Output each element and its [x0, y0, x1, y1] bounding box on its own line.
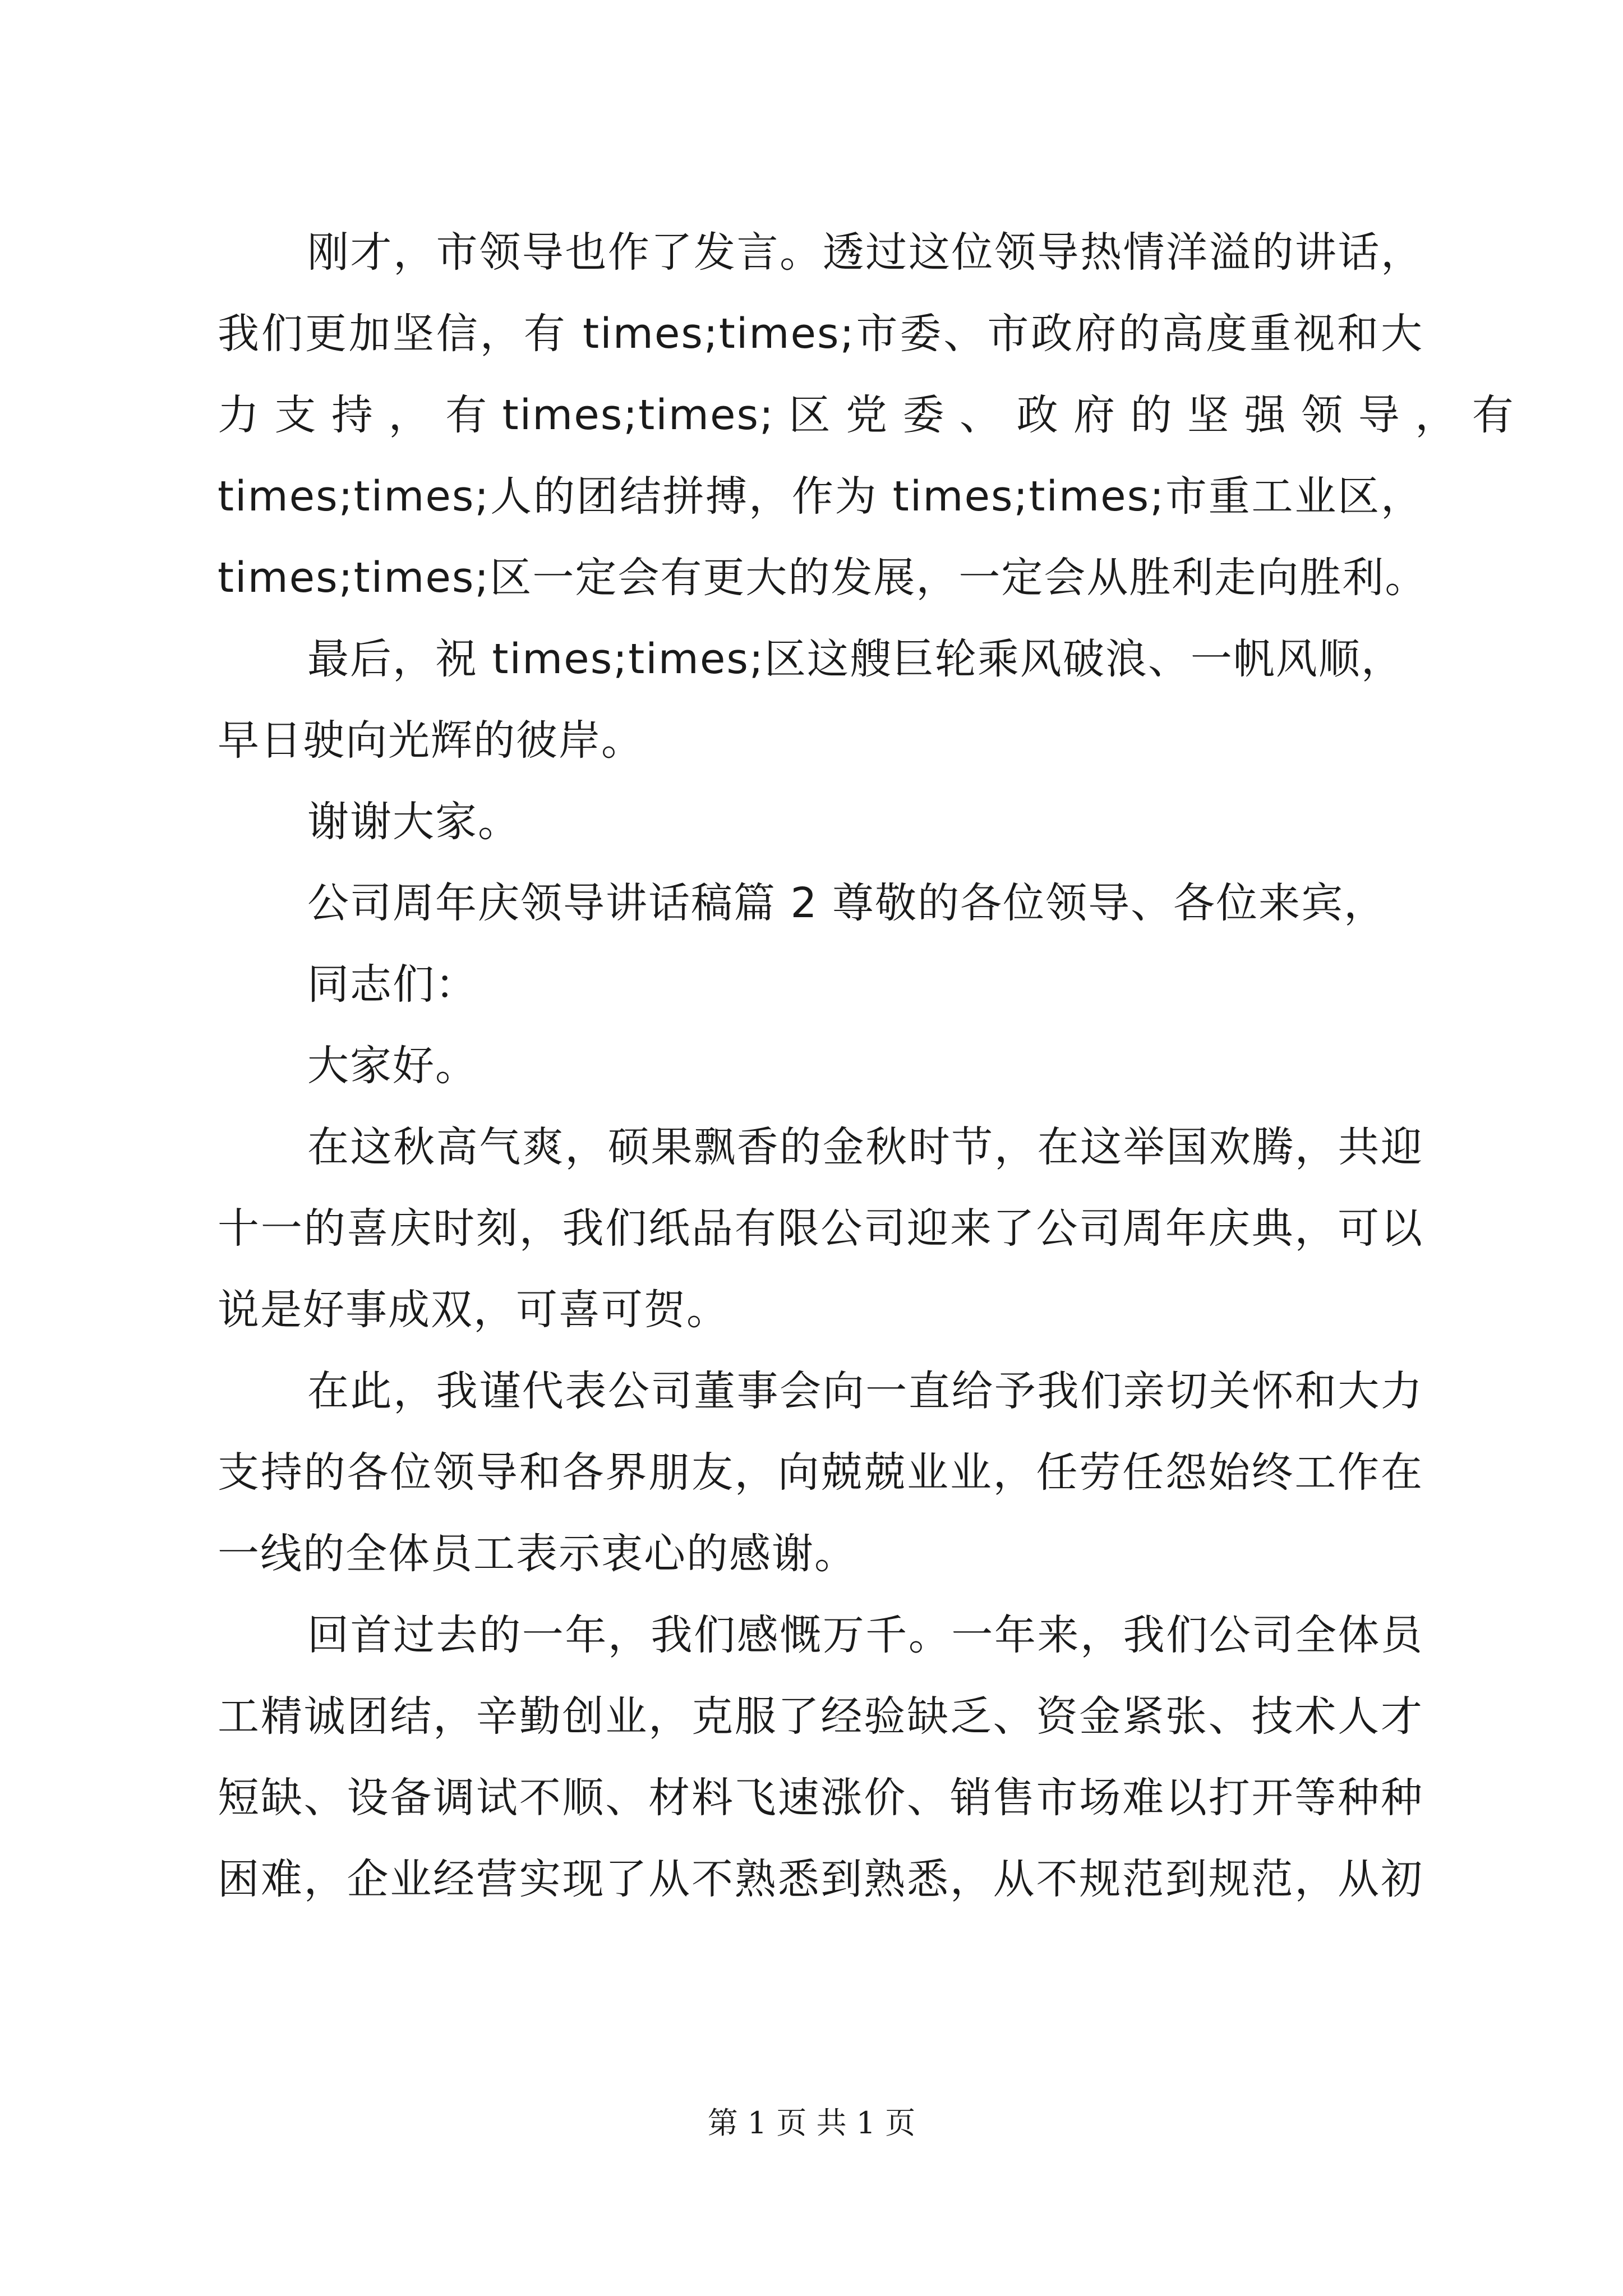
paragraph: [218, 1025, 1423, 1107]
text-line: 力 支 持 ， 有 times;times; 区 党 委 、 政 府 的 坚 强 领 导 ， 有: [218, 391, 1515, 439]
paragraph: [218, 944, 1423, 1025]
paragraph: [218, 619, 1423, 781]
document-body: [218, 212, 1515, 1920]
text-line: 十一的喜庆时刻，我们纸品有限公司迎来了公司周年庆典，可以: [218, 1204, 1423, 1253]
text-line: 同志们：: [307, 960, 478, 1009]
text-line: times;times;区一定会有更大的发展，一定会从胜利走向胜利。: [218, 554, 1428, 602]
paragraph: [218, 781, 1423, 863]
paragraph: [218, 1595, 1423, 1920]
text-line: 我们更加坚信，有 times;times;市委、市政府的高度重视和大: [218, 310, 1423, 358]
text-line: 早日驶向光辉的彼岸。: [218, 716, 644, 765]
paragraph: [218, 863, 1423, 944]
text-line: times;times;人的团结拼搏，作为 times;times;市重工业区，: [218, 472, 1423, 521]
text-line: 大家好。: [307, 1042, 478, 1090]
text-line: 公司周年庆领导讲话稿篇 2 尊敬的各位领导、各位来宾，: [307, 879, 1387, 927]
text-line: 工精诚团结，辛勤创业，克服了经验缺乏、资金紧张、技术人才: [218, 1692, 1423, 1741]
page-number-label: 第 1 页 共 1 页: [707, 2105, 916, 2141]
text-line: 困难，企业经营实现了从不熟悉到熟悉，从不规范到规范，从初: [218, 1855, 1423, 1903]
text-line: 说是好事成双，可喜可贺。: [218, 1286, 729, 1334]
text-line: 回首过去的一年，我们感慨万千。一年来，我们公司全体员: [307, 1611, 1423, 1659]
text-line: 短缺、设备调试不顺、材料飞速涨价、销售市场难以打开等种种: [218, 1774, 1423, 1822]
text-line: 一线的全体员工表示衷心的感谢。: [218, 1530, 857, 1578]
text-line: 支持的各位领导和各界朋友，向兢兢业业，任劳任怨始终工作在: [218, 1448, 1423, 1497]
page-footer: [0, 2099, 1623, 2142]
text-line: 在这秋高气爽，硕果飘香的金秋时节，在这举国欢腾，共迎: [307, 1123, 1423, 1171]
paragraph: [218, 212, 1515, 619]
text-line: 最后，祝 times;times;区这艘巨轮乘风破浪、一帆风顺，: [307, 635, 1404, 683]
text-line: 刚才，市领导也作了发言。透过这位领导热情洋溢的讲话，: [307, 228, 1423, 277]
paragraph: [218, 1351, 1423, 1595]
text-line: 在此，我谨代表公司董事会向一直给予我们亲切关怀和大力: [307, 1367, 1423, 1415]
text-line: 谢谢大家。: [307, 798, 520, 846]
paragraph: [218, 1107, 1423, 1351]
